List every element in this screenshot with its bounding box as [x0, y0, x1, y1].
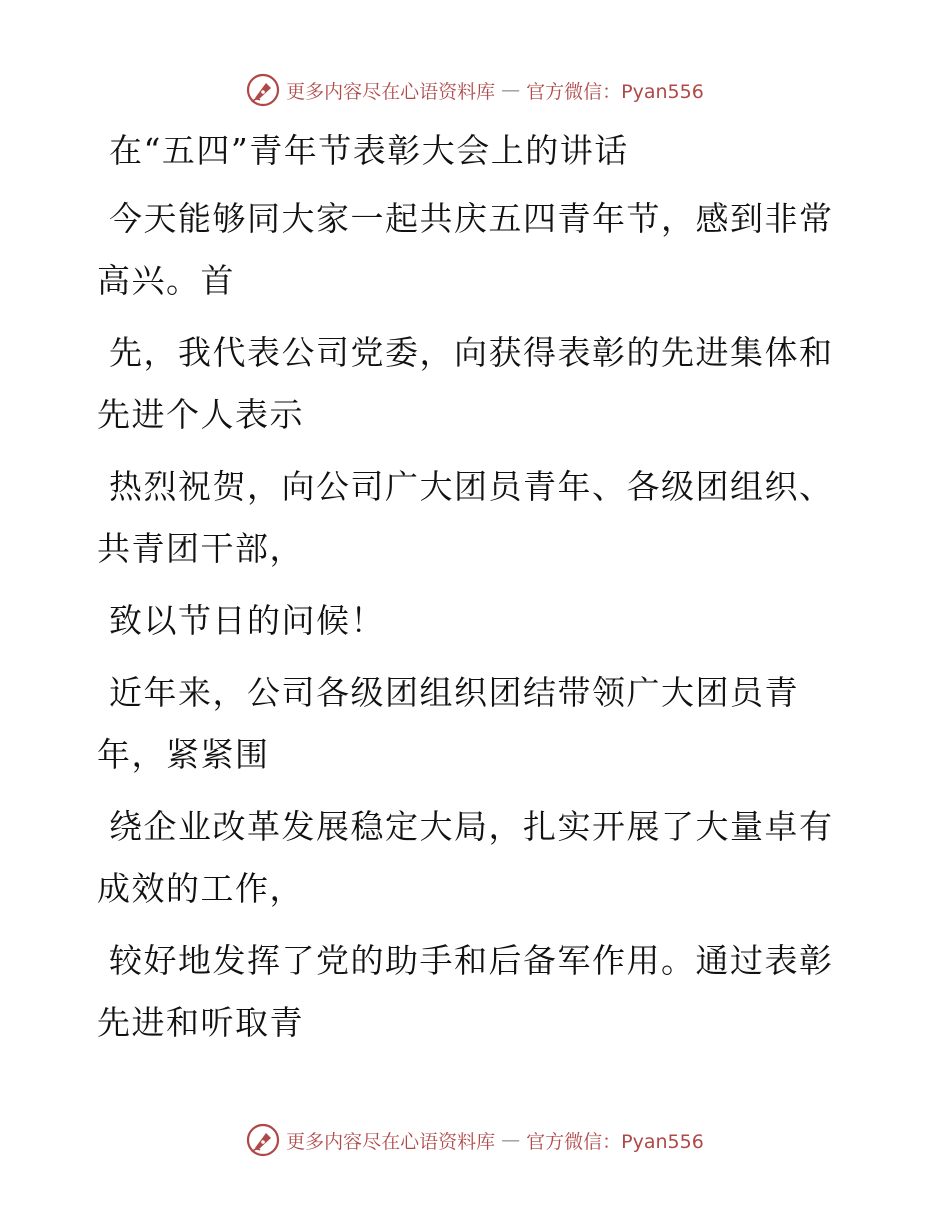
header-watermark	[0, 70, 950, 110]
paragraph: 绕企业改革发展稳定大局，扎实开展了大量卓有成效的工作，	[97, 807, 834, 908]
footer-watermark	[0, 1120, 950, 1160]
watermark-text: 更多内容尽在心语资料库	[286, 80, 496, 103]
document-body	[97, 120, 837, 1064]
watermark-text: 更多内容尽在心语资料库	[286, 1130, 496, 1153]
paragraph: 较好地发挥了党的助手和后备军作用。通过表彰先进和听取青	[97, 941, 834, 1042]
paragraph: 先，我代表公司党委，向获得表彰的先进集体和先进个人表示	[97, 333, 834, 434]
paragraph: 今天能够同大家一起共庆五四青年节，感到非常高兴。首	[97, 199, 834, 300]
fountain-pen-nib-icon	[246, 1123, 280, 1157]
paragraph: 近年来，公司各级团组织团结带领广大团员青年，紧紧围	[97, 673, 799, 774]
paragraph: 热烈祝贺，向公司广大团员青年、各级团组织、共青团干部，	[97, 467, 834, 568]
watermark-separator: —	[501, 1129, 521, 1151]
paragraph: 致以节日的问候！	[109, 601, 385, 640]
watermark-separator: —	[501, 79, 521, 101]
watermark-wechat: 官方微信：Pyan556	[526, 1130, 704, 1153]
watermark-wechat: 官方微信：Pyan556	[526, 80, 704, 103]
fountain-pen-nib-icon	[246, 73, 280, 107]
document-title: 在“五四”青年节表彰大会上的讲话	[109, 131, 629, 170]
